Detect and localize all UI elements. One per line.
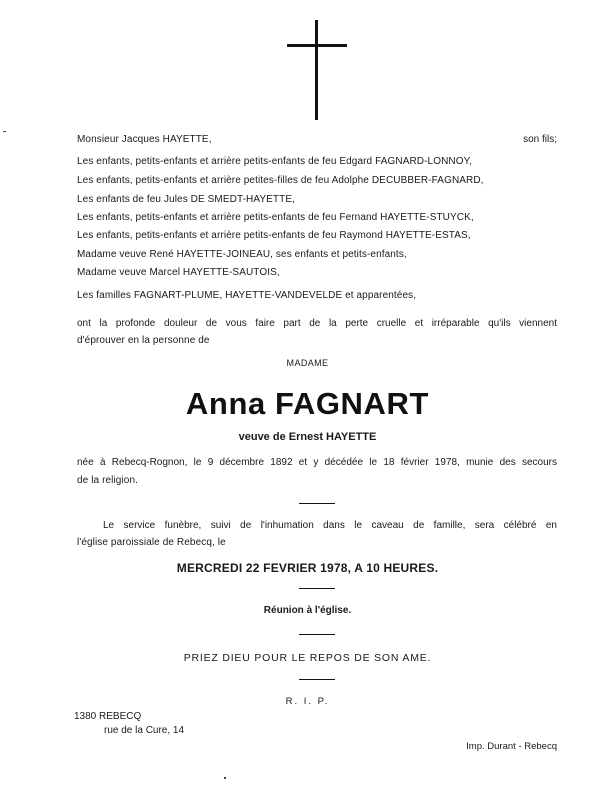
deceased-name: Anna FAGNART <box>185 386 430 421</box>
address-street: rue de la Cure, 14 <box>104 725 185 736</box>
deceased-title: MADAME <box>286 358 329 368</box>
prayer-line: PRIEZ DIEU POUR LE REPOS DE SON AME. <box>183 652 432 664</box>
paper-speck <box>224 777 226 779</box>
intro-first-line: Monsieur Jacques HAYETTE, <box>77 134 212 145</box>
divider <box>299 503 335 504</box>
intro-line: Madame veuve René HAYETTE-JOINEAU, ses enfants et petits-enfants, <box>77 249 407 260</box>
service-date: MERCREDI 22 FEVRIER 1978, A 10 HEURES. <box>176 561 439 575</box>
announcement-line-1: ont la profonde douleur de vous faire part de la perte cruelle et irréparable qu'ils viennent <box>77 318 557 329</box>
divider <box>299 679 335 680</box>
birth-death-line-2: de la religion. <box>77 475 138 486</box>
intro-line: Les familles FAGNART-PLUME, HAYETTE-VANDEVELDE et apparentées, <box>77 290 417 301</box>
divider <box>299 634 335 635</box>
birth-death-line-1: née à Rebecq-Rognon, le 9 décembre 1892 et y décédée le 18 février 1978, munie des secours <box>77 457 557 468</box>
address-city: 1380 REBECQ <box>74 711 142 722</box>
announcement-line-2: d'éprouver en la personne de <box>77 335 210 346</box>
service-line-2: l'église paroissiale de Rebecq, le <box>77 537 226 548</box>
intro-line: Les enfants de feu Jules DE SMEDT-HAYETTE, <box>77 194 295 205</box>
intro-first-relation: son fils; <box>523 134 557 145</box>
intro-line: Les enfants, petits-enfants et arrière petits-enfants de feu Edgard FAGNARD-LONNOY, <box>77 156 472 167</box>
rip-line: R. I. P. <box>285 696 330 707</box>
service-line-1: Le service funèbre, suivi de l'inhumation dans le caveau de famille, sera célébré en <box>103 520 557 531</box>
intro-line: Les enfants, petits-enfants et arrière petits-enfants de feu Raymond HAYETTE-ESTAS, <box>77 230 471 241</box>
intro-line: Madame veuve Marcel HAYETTE-SAUTOIS, <box>77 267 280 278</box>
intro-line: Les enfants, petits-enfants et arrière petites-filles de feu Adolphe DECUBBER-FAGNARD, <box>77 175 484 186</box>
paper-speck <box>3 131 6 132</box>
reunion-note: Réunion à l'église. <box>263 605 352 616</box>
widow-of: veuve de Ernest HAYETTE <box>238 431 377 443</box>
divider <box>299 588 335 589</box>
cross-icon <box>287 20 347 120</box>
intro-line: Les enfants, petits-enfants et arrière petits-enfants de feu Fernand HAYETTE-STUYCK, <box>77 212 474 223</box>
printer-credit: Imp. Durant - Rebecq <box>466 741 557 752</box>
